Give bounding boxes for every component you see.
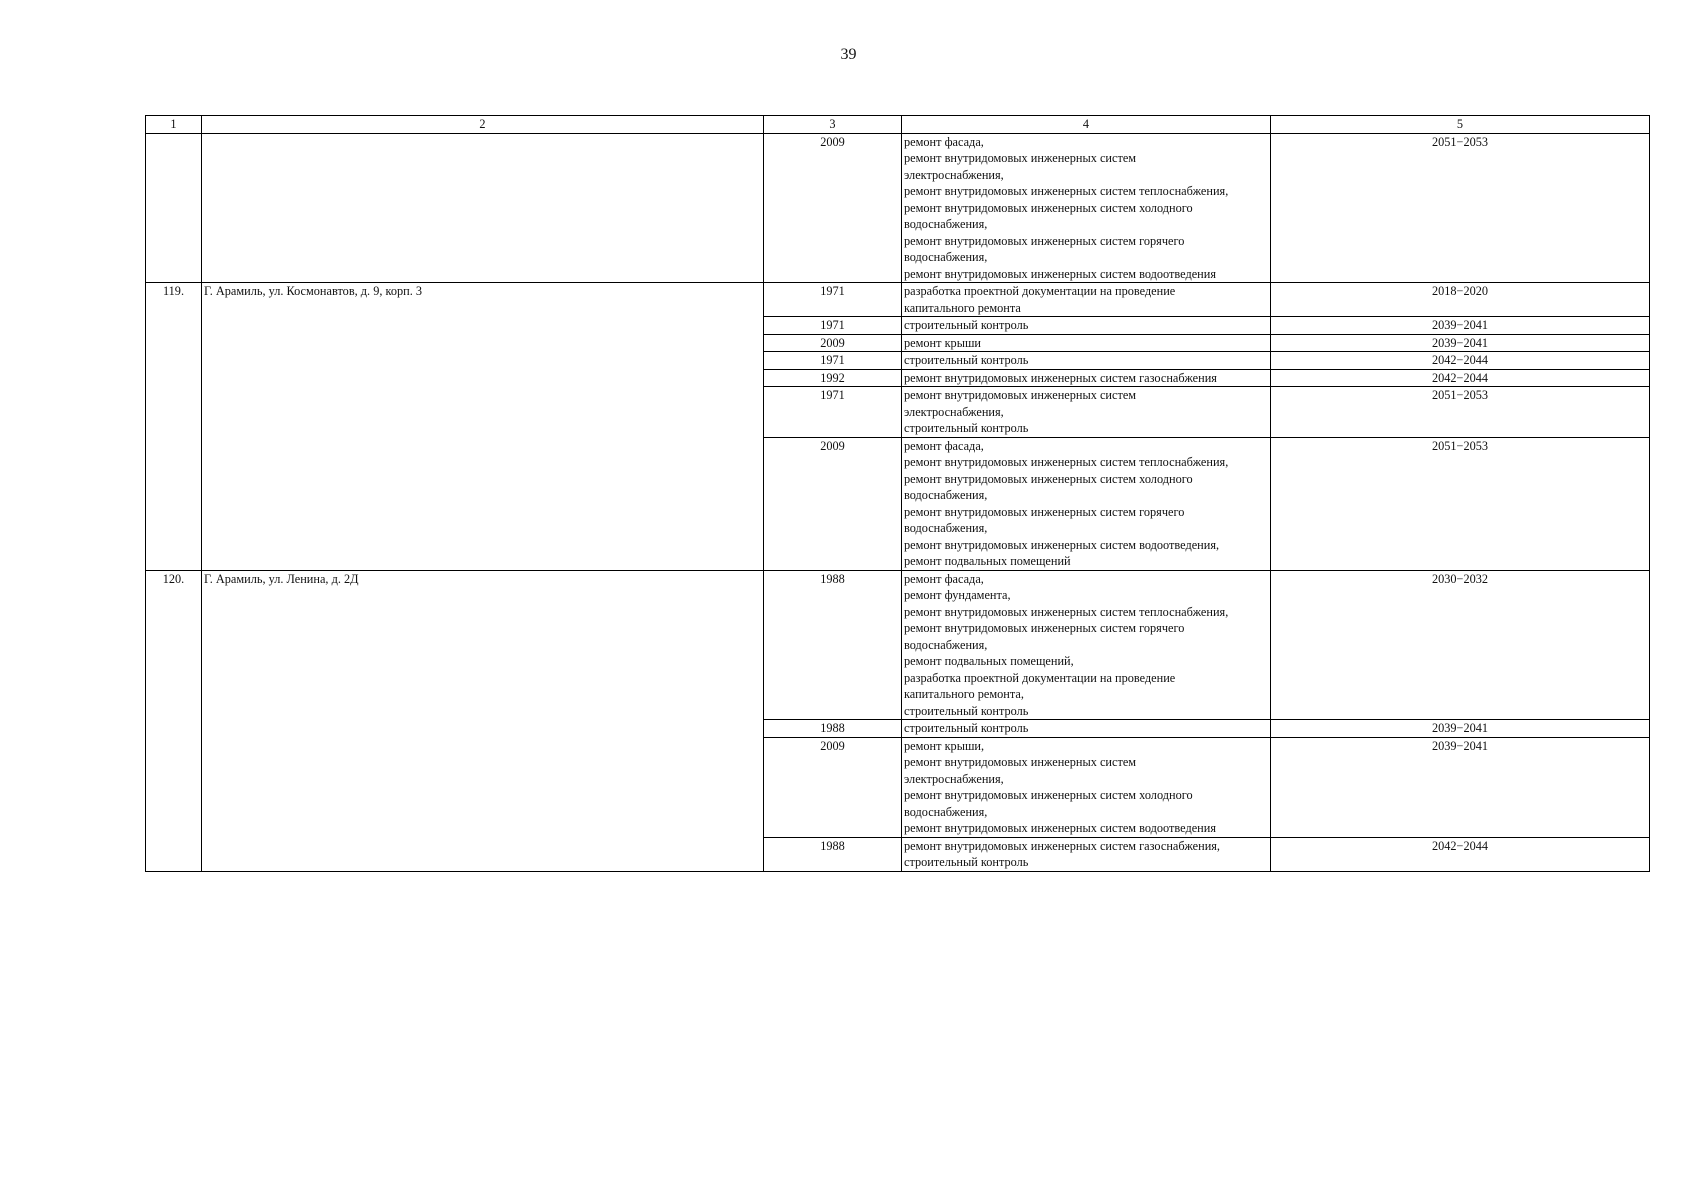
- year-cell: 2009: [764, 437, 902, 570]
- work-item: ремонт внутридомовых инженерных систем холодного: [904, 471, 1193, 486]
- page-number: 39: [840, 46, 857, 63]
- works-cell: [902, 387, 1271, 438]
- year-cell: 1992: [764, 369, 902, 387]
- year-cell: 1988: [764, 720, 902, 738]
- capital-repair-table: [145, 115, 1650, 872]
- work-item: строительный контроль: [904, 703, 1029, 718]
- work-item: ремонт внутридомовых инженерных систем: [904, 151, 1137, 165]
- work-item: ремонт крыши: [904, 335, 981, 350]
- work-item: строительный контроль: [904, 318, 1029, 332]
- work-item: ремонт подвальных помещений,: [904, 654, 1074, 668]
- work-item: разработка проектной документации на проведение: [904, 670, 1176, 685]
- works-cell: [902, 369, 1271, 387]
- header-cell-4: 4: [902, 116, 1271, 134]
- works-cell: [902, 437, 1271, 570]
- work-item: ремонт внутридомовых инженерных систем горячего: [904, 621, 1185, 635]
- header-cell-1: 1: [146, 116, 202, 134]
- work-item: ремонт внутридомовых инженерных систем теплоснабжения,: [904, 455, 1229, 469]
- work-item: ремонт внутридомовых инженерных систем водоотведения,: [904, 537, 1220, 552]
- work-item: ремонт внутридомовых инженерных систем газоснабжения,: [904, 838, 1221, 853]
- year-cell: 1971: [764, 387, 902, 438]
- period-cell: 2018−2020: [1271, 283, 1650, 317]
- work-item: строительный контроль: [904, 855, 1029, 869]
- year-cell: 2009: [764, 334, 902, 352]
- work-item: ремонт внутридомовых инженерных систем горячего: [904, 504, 1185, 519]
- work-item: ремонт внутридомовых инженерных систем холодного: [904, 200, 1193, 215]
- period-cell: 2042−2044: [1271, 369, 1650, 387]
- work-item: водоснабжения,: [904, 250, 988, 264]
- work-item: ремонт внутридомовых инженерных систем теплоснабжения,: [904, 184, 1229, 198]
- work-item: капитального ремонта,: [904, 687, 1024, 701]
- year-cell: 1988: [764, 837, 902, 871]
- address-cell: Г. Арамиль, ул. Ленина, д. 2Д: [202, 570, 764, 871]
- year-cell: 1971: [764, 283, 902, 317]
- header-cell-2: 2: [202, 116, 764, 134]
- work-item: ремонт внутридомовых инженерных систем холодного: [904, 788, 1193, 802]
- period-cell: 2039−2041: [1271, 720, 1650, 738]
- work-item: ремонт внутридомовых инженерных систем горячего: [904, 233, 1185, 248]
- work-item: ремонт внутридомовых инженерных систем: [904, 755, 1137, 769]
- year-cell: 1988: [764, 570, 902, 720]
- works-cell: [902, 837, 1271, 871]
- house-number-cell: 119.: [146, 283, 202, 571]
- work-item: водоснабжения,: [904, 488, 988, 502]
- period-cell: 2039−2041: [1271, 317, 1650, 335]
- work-item: ремонт внутридомовых инженерных систем водоотведения: [904, 821, 1216, 835]
- year-cell: 1971: [764, 317, 902, 335]
- period-cell: 2051−2053: [1271, 437, 1650, 570]
- work-item: ремонт фасада,: [904, 134, 984, 149]
- work-item: ремонт фасада,: [904, 571, 984, 586]
- period-cell: 2039−2041: [1271, 334, 1650, 352]
- header-cell-5: 5: [1271, 116, 1650, 134]
- work-item: водоснабжения,: [904, 637, 988, 652]
- year-cell: 1971: [764, 352, 902, 370]
- work-item: ремонт внутридомовых инженерных систем теплоснабжения,: [904, 604, 1229, 619]
- work-item: ремонт фундамента,: [904, 588, 1011, 602]
- house-number-cell: 120.: [146, 570, 202, 871]
- works-cell: [902, 283, 1271, 317]
- period-cell: 2042−2044: [1271, 837, 1650, 871]
- work-item: электроснабжения,: [904, 771, 1004, 786]
- work-item: строительный контроль: [904, 353, 1029, 367]
- house-number-cell: [146, 133, 202, 283]
- work-item: строительный контроль: [904, 721, 1029, 735]
- address-cell: [202, 133, 764, 283]
- work-item: ремонт крыши,: [904, 738, 985, 753]
- year-cell: 2009: [764, 133, 902, 283]
- period-cell: 2030−2032: [1271, 570, 1650, 720]
- works-cell: [902, 737, 1271, 837]
- table-body: [146, 133, 1650, 871]
- header-row: [146, 116, 1650, 134]
- work-item: водоснабжения,: [904, 521, 988, 535]
- work-item: ремонт внутридомовых инженерных систем: [904, 388, 1137, 402]
- work-item: электроснабжения,: [904, 167, 1004, 182]
- table-row: [146, 570, 1650, 720]
- work-item: строительный контроль: [904, 421, 1029, 435]
- work-item: ремонт подвальных помещений: [904, 554, 1071, 568]
- year-cell: 2009: [764, 737, 902, 837]
- work-item: водоснабжения,: [904, 804, 988, 819]
- works-cell: [902, 334, 1271, 352]
- work-item: электроснабжения,: [904, 404, 1004, 419]
- works-cell: [902, 317, 1271, 335]
- work-item: капитального ремонта: [904, 300, 1021, 315]
- work-item: ремонт фасада,: [904, 438, 984, 453]
- period-cell: 2039−2041: [1271, 737, 1650, 837]
- work-item: водоснабжения,: [904, 217, 988, 231]
- period-cell: 2051−2053: [1271, 387, 1650, 438]
- works-cell: [902, 352, 1271, 370]
- period-cell: 2051−2053: [1271, 133, 1650, 283]
- works-cell: [902, 720, 1271, 738]
- work-item: ремонт внутридомовых инженерных систем газоснабжения: [904, 370, 1217, 385]
- work-item: разработка проектной документации на проведение: [904, 284, 1176, 298]
- work-item: ремонт внутридомовых инженерных систем водоотведения: [904, 266, 1216, 281]
- table-row: [146, 133, 1650, 283]
- header-cell-3: 3: [764, 116, 902, 134]
- period-cell: 2042−2044: [1271, 352, 1650, 370]
- table-row: [146, 283, 1650, 317]
- works-cell: [902, 570, 1271, 720]
- works-cell: [902, 133, 1271, 283]
- address-cell: Г. Арамиль, ул. Космонавтов, д. 9, корп. 3: [202, 283, 764, 571]
